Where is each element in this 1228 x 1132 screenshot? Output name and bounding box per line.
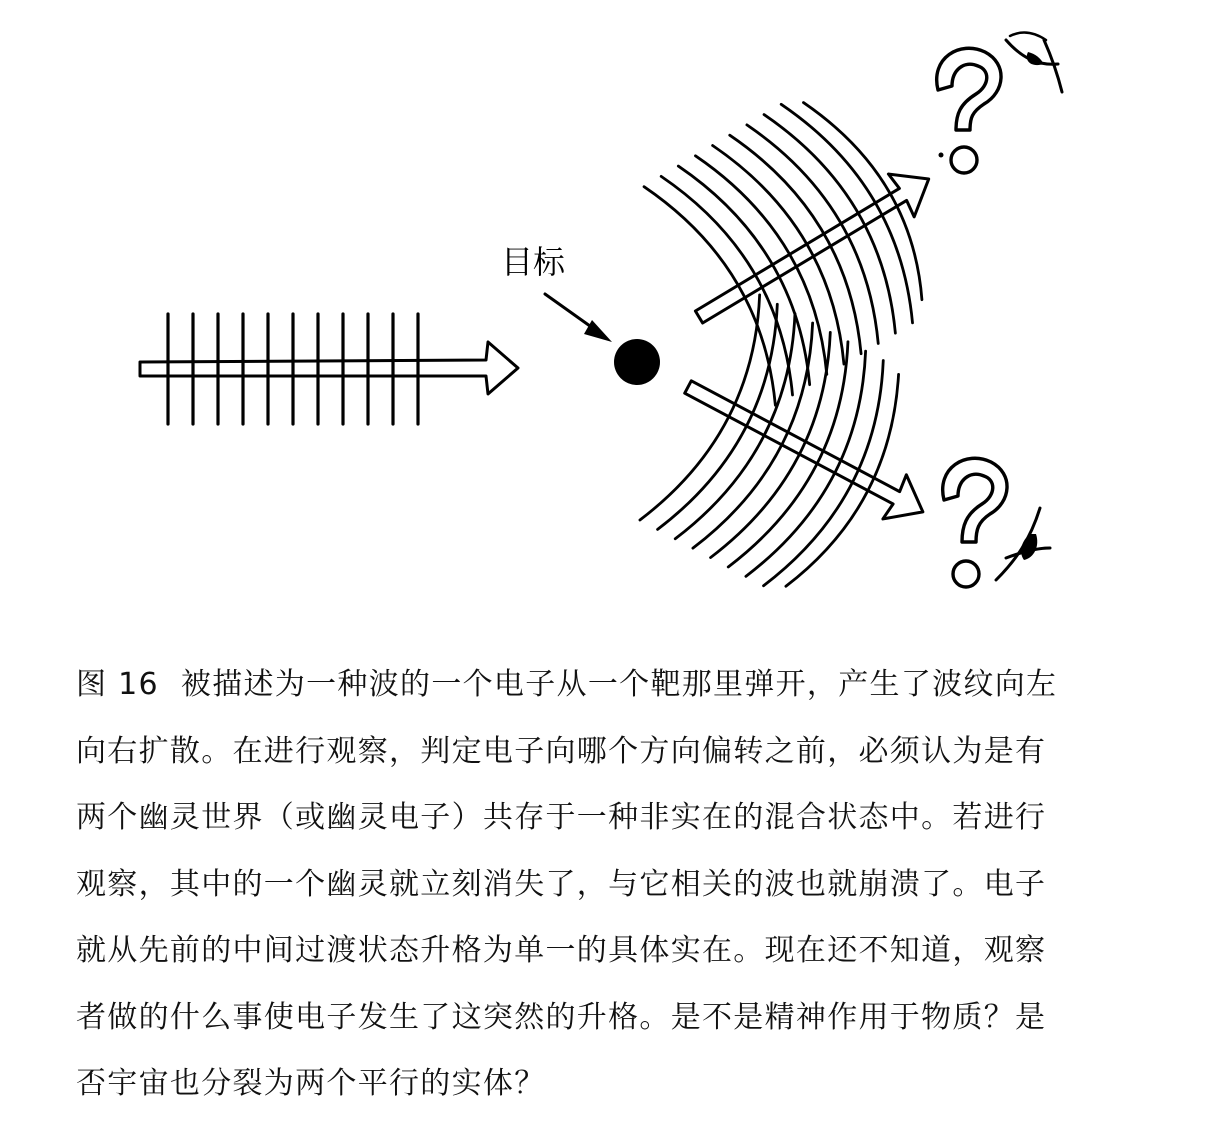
caption-line: 向右扩散。在进行观察，判定电子向哪个方向偏转之前，必须认为是有 bbox=[76, 733, 1047, 769]
eye-icon bbox=[1006, 33, 1062, 92]
incident-arrow bbox=[140, 342, 518, 394]
incident-wave bbox=[140, 314, 518, 424]
caption-line: 观察，其中的一个幽灵就立刻消失了，与它相关的波也就崩溃了。电子 bbox=[76, 866, 1047, 902]
caption-text: 被描述为一种波的一个电子从一个靶那里弹开，产生了波纹向左 bbox=[180, 667, 1058, 702]
figure-number: 图 16 bbox=[76, 667, 159, 702]
lower-arrow bbox=[676, 365, 934, 534]
eye-icon bbox=[996, 508, 1050, 580]
caption-line: 就从先前的中间过渡状态升格为单一的具体实在。现在还不知道，观察 bbox=[76, 933, 1047, 968]
caption-line: 两个幽灵世界（或幽灵电子）共存于一种非实在的混合状态中。若进行 bbox=[76, 800, 1047, 835]
caption-line: 否宇宙也分裂为两个平行的实体？ bbox=[76, 1066, 546, 1101]
target-dot bbox=[614, 339, 660, 385]
target-label: 目标 bbox=[501, 243, 566, 281]
upper-wavefronts bbox=[644, 80, 953, 405]
caption-line bbox=[76, 652, 1156, 719]
lower-scattered-wave bbox=[622, 285, 977, 635]
upper-question-mark bbox=[937, 48, 1001, 173]
figure-caption bbox=[76, 652, 1156, 1118]
lower-question-mark bbox=[943, 458, 1007, 587]
caption-line: 者做的什么事使电子发生了这突然的升格。是不是精神作用于物质？是 bbox=[76, 999, 1047, 1035]
